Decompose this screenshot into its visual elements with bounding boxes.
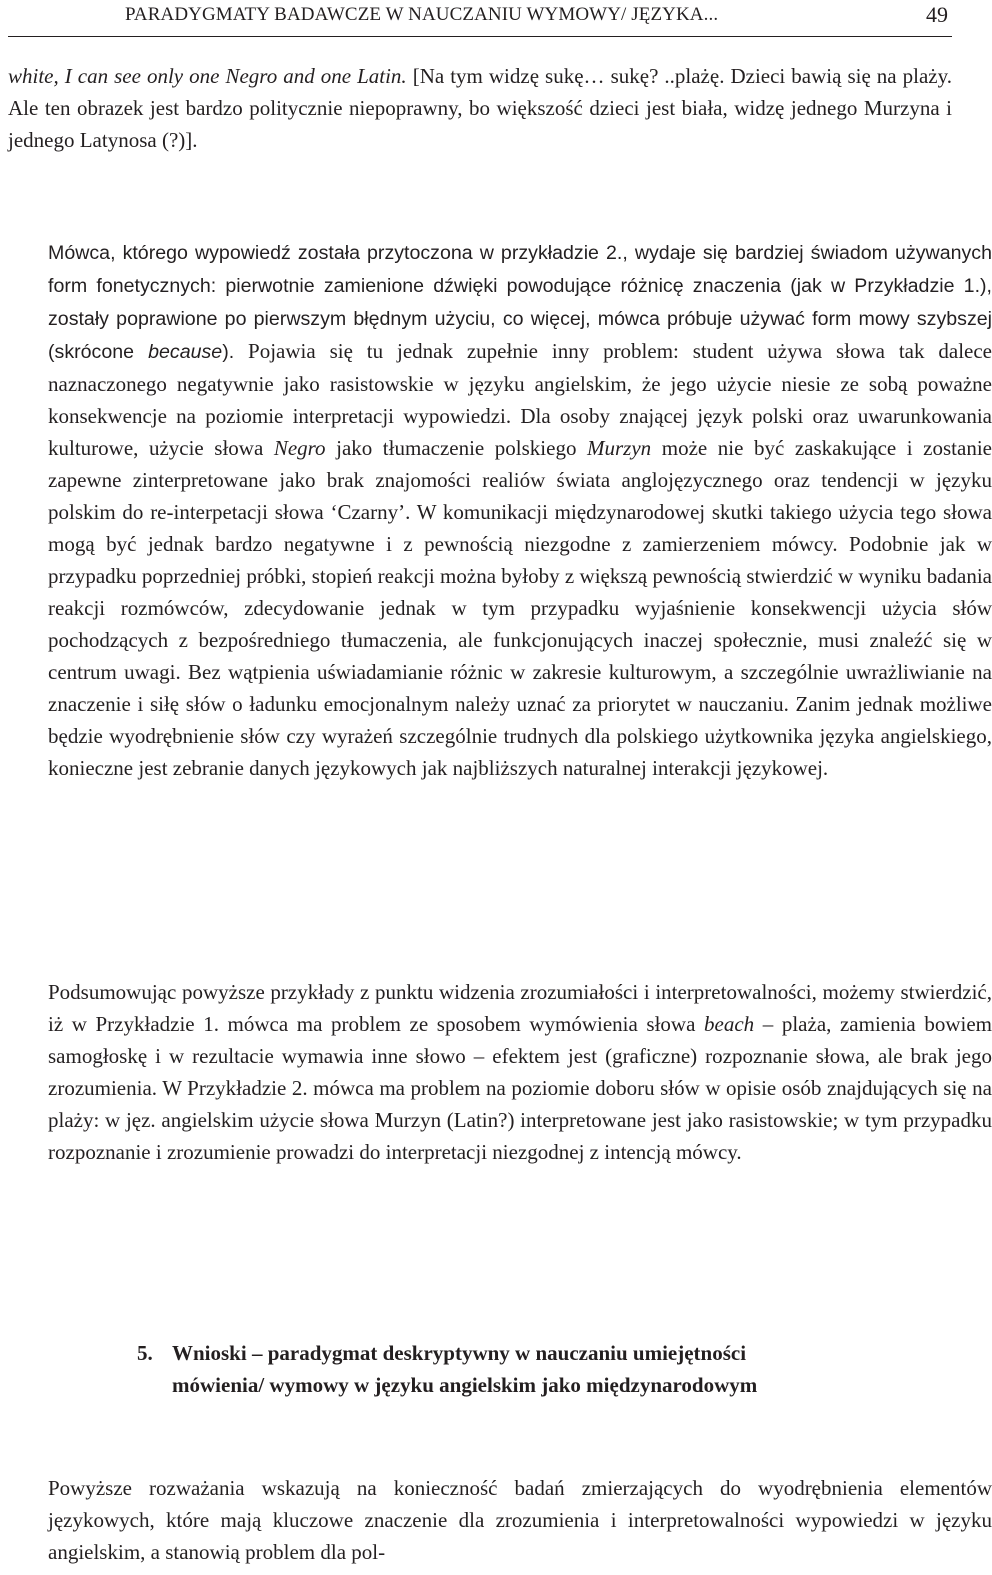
paragraph-text: Podsumowując powyższe przykłady z punktu widzenia zrozumiałości i interpretowalności, możemy stwierdzić, iż w Przykładzie 1. mówca ma problem ze sposobem wymówienia słowa [48, 980, 992, 1036]
paragraph-example-continuation [8, 60, 952, 156]
section-title-line-2: mówienia/ wymowy w języku angielskim jako międzynarodowym [172, 1373, 758, 1397]
paragraph-text: jako tłumaczenie polskiego [325, 436, 588, 460]
italic-term-beach: beach [704, 1012, 755, 1036]
paragraph-text: Pojawia się tu jednak zupełnie inny problem: student używa słowa tak dalece naznaczonego negatywnie jako rasistowskie w języku angielskim, że jego użycie niesie ze sobą poważne konsekwencje na poziomie interpretacji wypowiedzi. Dla osoby znającej język polski oraz uwarunkowania kulturowe, użycie słowa [48, 339, 992, 460]
section-title-line-1: Wnioski – paradygmat deskryptywny w nauczaniu umiejętności [172, 1341, 747, 1365]
page-number: 49 [926, 2, 948, 27]
paragraph-conclusions [8, 1472, 992, 1568]
paragraph-analysis-example-2 [8, 236, 992, 784]
italic-term-because: because [148, 341, 223, 363]
paragraph-text: Powyższe rozważania wskazują na konieczność badań zmierzających do wyodrębnienia elementów językowych, które mają kluczowe znaczenie dla zrozumienia i interpretowalności wypowiedzi w języku angielskim, a stanowią problem dla pol- [48, 1476, 992, 1564]
section-number: 5. [137, 1341, 153, 1365]
page-header [8, 0, 952, 37]
paragraph-text: – plaża, zamienia bowiem samogłoskę i w rezultacie wymawia inne słowo – efektem jest (graficzne) rozpoznanie słowa, ale brak jego zrozumienia. W Przykładzie 2. mówca ma problem na poziomie doboru słów w opisie osób znajdujących się na plaży: w jęz. angielskim użycie słowa Murzyn (Latin?) interpretowane jest jako rasistowskie; w tym przypadku rozpoznanie i zrozumienie prowadzi do interpretacji niezgodnej z intencją mówcy. [48, 1012, 992, 1164]
paragraph-sans-part-end: ). [222, 341, 235, 363]
translation-text: [Na tym widzę sukę… sukę? ..plażę. Dzieci bawią się na plaży. Ale ten obrazek jest bardzo politycznie niepoprawny, bo większość dzieci jest biała, widzę jednego Murzyna i jednego Latynosa (?)]. [8, 64, 953, 152]
paragraph-text: może nie być zaskakujące i zostanie zapewne zinterpretowane jako brak znajomości realiów świata anglojęzycznego oraz tendencji w języku polskim do re-interpetacji słowa ‘Czarny’. W komunikacji międzynarodowej skutki takiego użycia tego słowa mogą być jednak bardzo negatywne i z pewnością niezgodne z zamierzeniem mówcy. Podobnie jak w przypadku poprzedniej próbki, stopień reakcji można byłoby z większą pewnością stwierdzić w wyniku badania reakcji rozmówców, zdecydowanie jednak w tym przypadku wyjaśnienie konsekwencji użycia słów pochodzących z bezpośredniego tłumaczenia, ale funkcjonujących inaczej społecznie, musi znaleźć się w centrum uwagi. Bez wątpienia uświadamianie różnic w zakresie kulturowym, a szczególnie uwrażliwianie na znaczenie i siłę słów o ładunku emocjonalnym należy uznać za priorytet w nauczaniu. Zanim jednak możliwe będzie wyodrębnienie słów czy wyrażeń szczególnie trudnych dla polskiego użytkownika języka angielskiego, konieczne jest zebranie danych językowych jak najbliższych naturalnej interakcji językowej. [48, 436, 992, 780]
paragraph-sans-part: Mówca, którego wypowiedź została przytoczona w przykładzie 2., wydaje się bardziej świadom używanych form fonetycznych: pierwotnie zamienione dźwięki powodujące różnicę znaczenia (jak w Przykładzie 1.), zostały poprawione po pierwszym błędnym użyciu, co więcej, mówca próbuje używać form mowy szybszej (skrócone [48, 242, 992, 363]
paragraph-summary [8, 976, 992, 1168]
running-head: PARADYGMATY BADAWCZE W NAUCZANIU WYMOWY/ JĘZYKA... [125, 4, 719, 25]
quoted-english-text: white, I can see only one Negro and one Latin. [8, 64, 407, 88]
italic-term-murzyn: Murzyn [587, 436, 652, 460]
italic-term-negro: Negro [273, 436, 326, 460]
